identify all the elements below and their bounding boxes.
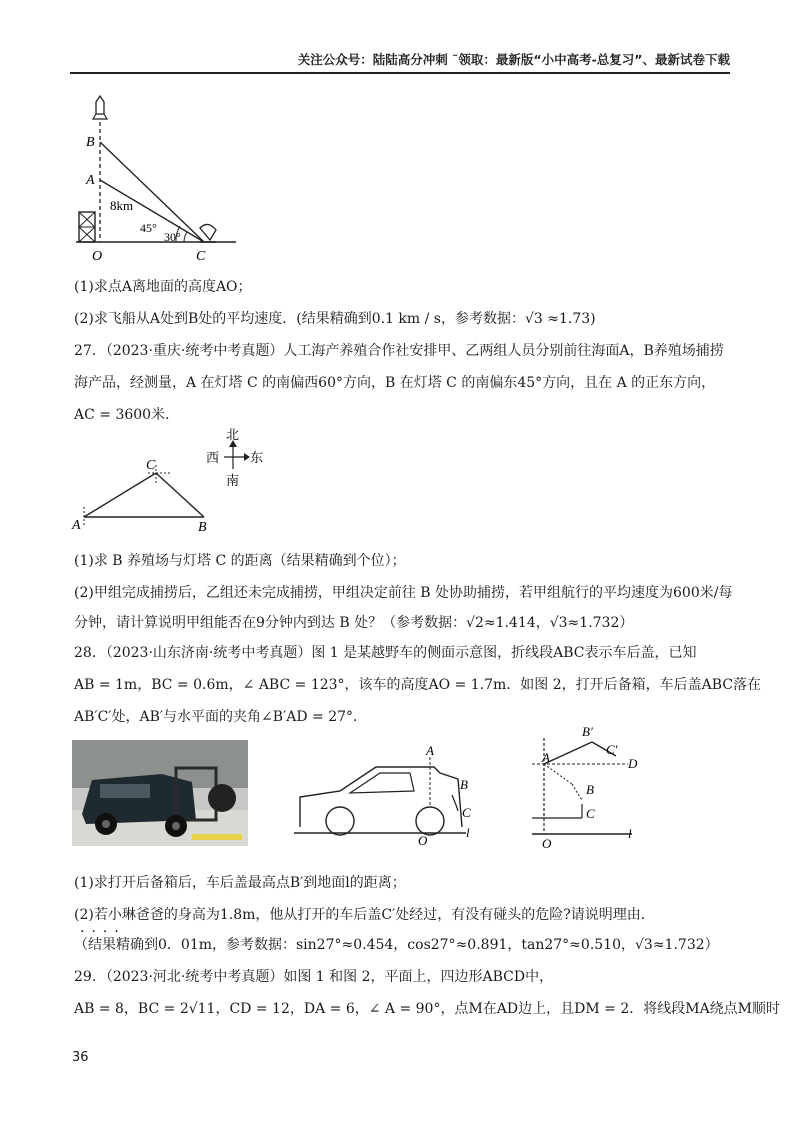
label-south: 南 xyxy=(226,473,240,488)
label-b-prime: B′ xyxy=(582,724,593,739)
label-l: l xyxy=(628,826,632,841)
radar-icon xyxy=(200,224,216,242)
q27-line1: 27．（2023·重庆·统考中考真题）人工海产养殖合作社安排甲、乙两组人员分别前往海面A，B养殖场捕捞 xyxy=(74,343,724,359)
label-a: A xyxy=(542,750,550,765)
q26-part1: (1)求点A离地面的高度AO； xyxy=(74,279,252,295)
q26-part2: (2)求飞船从A处到B处的平均速度．(结果精确到0.1 km / s，参考数据：√3 ≈1.73) xyxy=(74,311,596,327)
rocket-figure xyxy=(74,92,244,262)
label-b: B xyxy=(198,520,207,535)
q28-part2: (2)若小琳爸爸的身高为1.8m，他从打开的车后盖C′处经过，有没有碰头的危险?请说明理由． xyxy=(74,907,655,923)
q27-part2a: (2)甲组完成捕捞后，乙组还未完成捕捞，甲组决定前往 B 处协助捕捞，若甲组航行的平均速度为600米/每 xyxy=(74,585,733,601)
page-header: 关注公众号：陆陆高分冲刺 ˜领取：最新版“小中高考-总复习”、最新试卷下载 xyxy=(297,52,730,67)
trunk-figure xyxy=(528,722,648,850)
label-north: 北 xyxy=(226,427,240,442)
q28-line3: AB′C′处，AB′与水平面的夹角∠B′AD = 27°． xyxy=(74,709,368,725)
label-c-prime: C′ xyxy=(606,742,618,757)
label-a: A xyxy=(72,518,81,533)
label-angle45: 45° xyxy=(140,221,157,235)
compass-figure xyxy=(200,425,280,495)
rocket-icon xyxy=(93,96,107,119)
q28-note: （结果精确到0．01m，参考数据：sin27°≈0.454，cos27°≈0.891，tan27°≈0.510，√3≈1.732） xyxy=(74,937,719,953)
q28-line1: 28．（2023·山东济南·统考中考真题）图 1 是某越野车的侧面示意图，折线段ABC表示车后盖，已知 xyxy=(74,645,697,661)
q27-line2: 海产品，经测量，A 在灯塔 C 的南偏西60°方向，B 在灯塔 C 的南偏东45°方向，且在 A 的正东方向， xyxy=(74,375,716,391)
label-o: O xyxy=(92,249,103,262)
label-a: A xyxy=(86,173,95,188)
label-angle30: 30° xyxy=(164,230,181,244)
tower-icon xyxy=(79,212,95,242)
label-b: B xyxy=(86,135,95,150)
label-l: l xyxy=(466,825,470,840)
header-rule xyxy=(70,72,730,74)
label-d: D xyxy=(628,756,638,771)
label-c: C xyxy=(146,458,156,473)
label-o: O xyxy=(542,836,552,850)
q29-line1: 29．（2023·河北·统考中考真题）如图 1 和图 2，平面上，四边形ABCD中， xyxy=(74,969,554,985)
label-b: B xyxy=(460,777,468,792)
label-o: O xyxy=(418,833,428,845)
q27-line3: AC = 3600米． xyxy=(74,407,180,423)
emphasis-dots: .... xyxy=(80,920,126,936)
q27-part1: (1)求 B 养殖场与灯塔 C 的距离（结果精确到个位）； xyxy=(74,553,406,569)
q28-line2: AB = 1m，BC = 0.6m，∠ ABC = 123°，该车的高度AO = 1.7m．如图 2，打开后备箱，车后盖ABC落在 xyxy=(74,677,762,693)
q28-part1: (1)求打开后备箱后，车后盖最高点B′到地面l的距离； xyxy=(74,875,406,891)
label-c: C xyxy=(586,806,595,821)
page-number: 36 xyxy=(72,1050,89,1065)
label-a: A xyxy=(426,745,434,758)
suv-photo xyxy=(72,740,248,846)
q29-line2: AB = 8，BC = 2√11，CD = 12，DA = 6，∠ A = 90°，点M在AD边上，且DM = 2．将线段MA绕点M顺时 xyxy=(74,1001,781,1017)
label-west: 西 xyxy=(206,450,220,465)
label-c: C xyxy=(462,805,471,820)
q27-part2b: 分钟，请计算说明甲组能否在9分钟内到达 B 处？（参考数据：√2≈1.414，√3≈1.732） xyxy=(74,615,634,631)
label-c: C xyxy=(196,249,206,262)
label-dist: 8km xyxy=(110,198,134,213)
label-b: B xyxy=(586,782,594,797)
label-east: 东 xyxy=(250,450,264,465)
car-figure xyxy=(290,745,480,845)
